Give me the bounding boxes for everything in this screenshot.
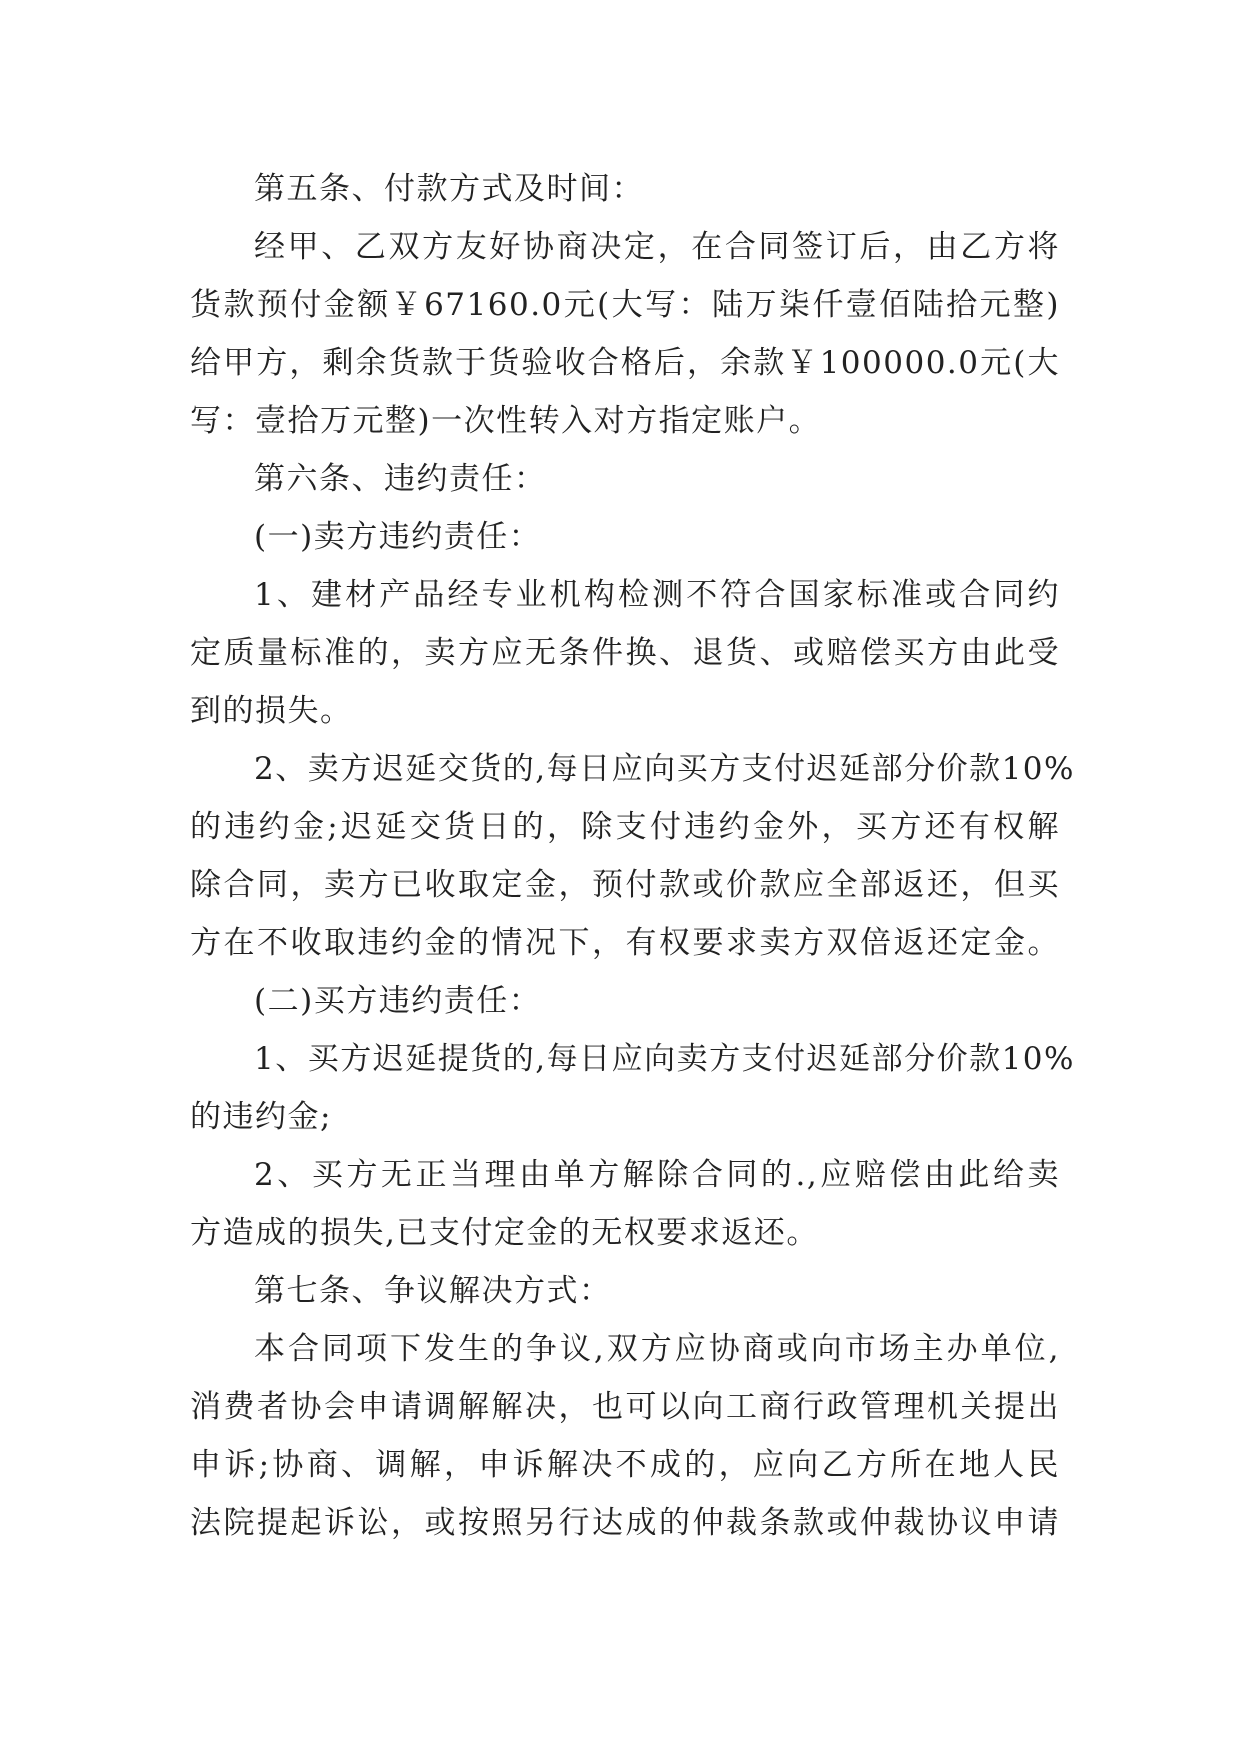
paragraph-line: 消费者协会申请调解解决，也可以向工商行政管理机关提出 [190, 1389, 1060, 1425]
clause-heading-dispute: 第七条、争议解决方式： [254, 1273, 612, 1309]
paragraph-line: 方在不收取违约金的情况下，有权要求卖方双倍返还定金。 [190, 925, 1060, 961]
paragraph-line: 的违约金; [190, 1099, 332, 1135]
paragraph-line: 写：壹拾万元整)一次性转入对方指定账户。 [190, 403, 822, 439]
contract-page [190, 160, 1075, 1552]
subheading-buyer-liability: (二)买方违约责任： [254, 983, 542, 1019]
clause-heading-liability: 第六条、违约责任： [254, 461, 547, 497]
paragraph-line: 本合同项下发生的争议,双方应协商或向市场主办单位, [254, 1331, 1060, 1367]
paragraph-line: 货款预付金额￥67160.0元(大写：陆万柒仟壹佰陆拾元整) [190, 287, 1060, 323]
paragraph-line: 定质量标准的，卖方应无条件换、退货、或赔偿买方由此受 [190, 635, 1060, 671]
paragraph-line: 方造成的损失,已支付定金的无权要求返还。 [190, 1215, 819, 1251]
paragraph-line: 1、买方迟延提货的,每日应向卖方支付迟延部分价款10% [254, 1041, 1075, 1077]
paragraph-line: 2、卖方迟延交货的,每日应向买方支付迟延部分价款10% [254, 751, 1075, 787]
paragraph-line: 法院提起诉讼，或按照另行达成的仲裁条款或仲裁协议申请 [190, 1505, 1060, 1541]
paragraph-line: 到的损失。 [190, 693, 353, 729]
clause-heading-payment: 第五条、付款方式及时间： [254, 171, 644, 207]
paragraph-line: 给甲方，剩余货款于货验收合格后，余款￥100000.0元(大 [190, 345, 1060, 381]
paragraph-line: 1、建材产品经专业机构检测不符合国家标准或合同约 [254, 577, 1060, 613]
paragraph-line: 经甲、乙双方友好协商决定，在合同签订后，由乙方将 [254, 229, 1060, 265]
paragraph-line: 申诉;协商、调解，申诉解决不成的，应向乙方所在地人民 [190, 1447, 1060, 1483]
paragraph-line: 除合同，卖方已收取定金，预付款或价款应全部返还，但买 [190, 867, 1060, 903]
paragraph-line: 的违约金;迟延交货日的，除支付违约金外，买方还有权解 [190, 809, 1060, 845]
subheading-seller-liability: (一)卖方违约责任： [254, 519, 542, 555]
paragraph-line: 2、买方无正当理由单方解除合同的.,应赔偿由此给卖 [254, 1157, 1060, 1193]
